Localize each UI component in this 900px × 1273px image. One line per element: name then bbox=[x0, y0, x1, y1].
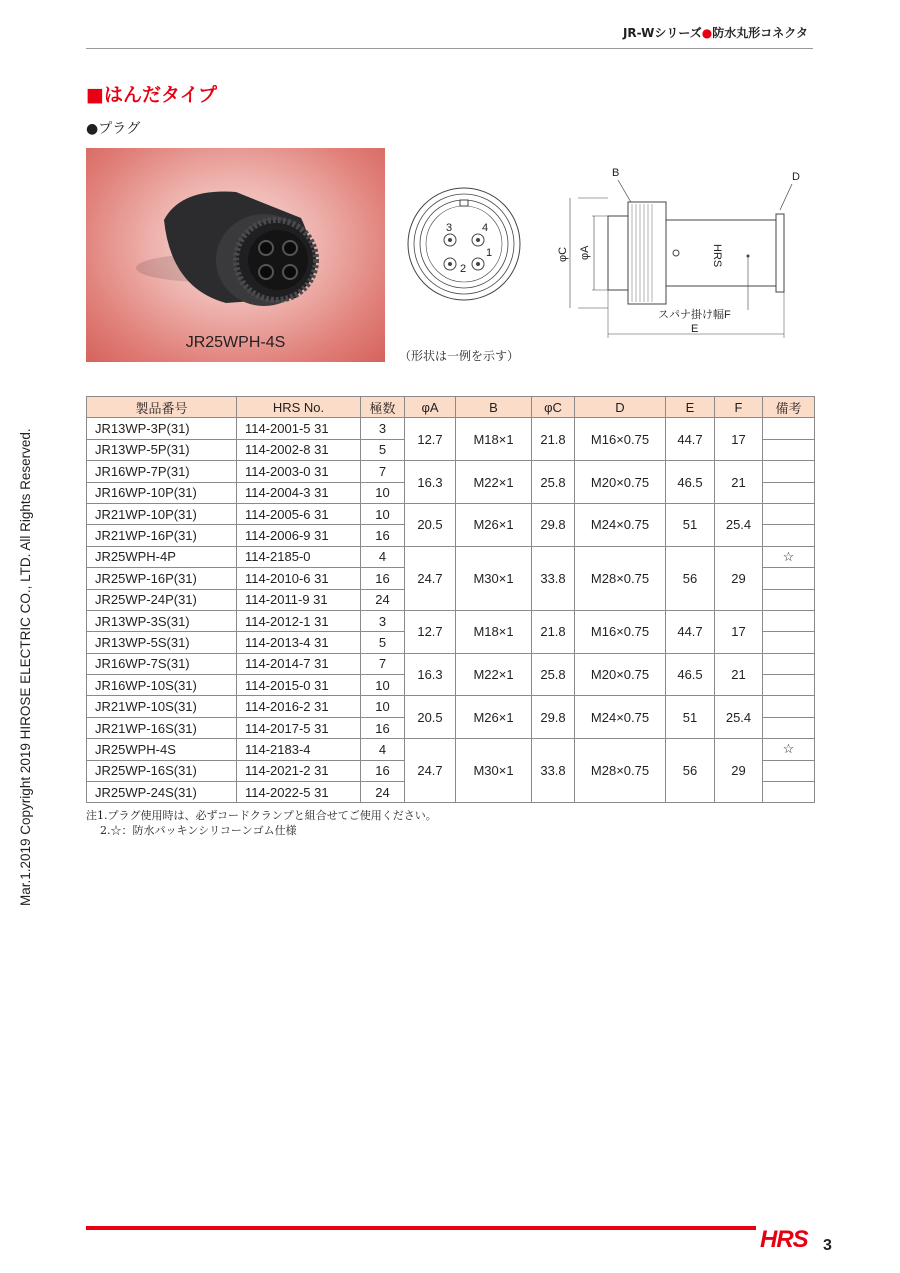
remark bbox=[763, 696, 815, 717]
dim-d: M24×0.75 bbox=[575, 696, 666, 739]
dim-a: 12.7 bbox=[405, 418, 456, 461]
connector-photo-image bbox=[86, 148, 385, 328]
remark bbox=[763, 675, 815, 696]
dim-d: M20×0.75 bbox=[575, 461, 666, 504]
label-phi-a: φA bbox=[579, 245, 591, 260]
dim-b: M30×1 bbox=[456, 546, 532, 610]
part-number: JR25WP-24S(31) bbox=[87, 782, 237, 803]
dim-e: 46.5 bbox=[666, 653, 715, 696]
dim-b: M22×1 bbox=[456, 461, 532, 504]
part-number: JR16WP-7S(31) bbox=[87, 653, 237, 674]
remark: ☆ bbox=[763, 546, 815, 567]
pole-count: 4 bbox=[361, 739, 405, 760]
remark bbox=[763, 632, 815, 653]
pole-count: 7 bbox=[361, 461, 405, 482]
dim-c: 25.8 bbox=[532, 461, 575, 504]
remark bbox=[763, 503, 815, 524]
dim-a: 24.7 bbox=[405, 739, 456, 803]
pin-label-2: 2 bbox=[460, 263, 467, 275]
part-number: JR16WP-10P(31) bbox=[87, 482, 237, 503]
hrs-number: 114-2011-9 31 bbox=[237, 589, 361, 610]
footnote-1: 注1.プラグ使用時は、必ずコードクランプと組合せてご使用ください。 bbox=[86, 809, 437, 822]
part-number: JR21WP-10S(31) bbox=[87, 696, 237, 717]
dim-f: 17 bbox=[715, 610, 763, 653]
dim-f: 29 bbox=[715, 739, 763, 803]
part-number: JR16WP-7P(31) bbox=[87, 461, 237, 482]
shape-note: （形状は一例を示す） bbox=[399, 349, 520, 363]
dim-a: 12.7 bbox=[405, 610, 456, 653]
dim-e: 44.7 bbox=[666, 610, 715, 653]
table-row bbox=[87, 461, 815, 482]
part-number: JR25WPH-4S bbox=[87, 739, 237, 760]
hrs-number: 114-2004-3 31 bbox=[237, 482, 361, 503]
dim-c: 21.8 bbox=[532, 418, 575, 461]
dim-c: 29.8 bbox=[532, 696, 575, 739]
col-header: φA bbox=[405, 397, 456, 418]
label-b: B bbox=[612, 167, 620, 179]
dim-f: 21 bbox=[715, 461, 763, 504]
dim-b: M30×1 bbox=[456, 739, 532, 803]
marking-hrs: HRS bbox=[711, 244, 723, 268]
table-row bbox=[87, 610, 815, 631]
pole-count: 10 bbox=[361, 675, 405, 696]
hrs-number: 114-2001-5 31 bbox=[237, 418, 361, 439]
photo-caption: JR25WPH-4S bbox=[185, 334, 286, 351]
dim-e: 46.5 bbox=[666, 461, 715, 504]
pole-count: 16 bbox=[361, 568, 405, 589]
product-photo bbox=[86, 148, 385, 362]
label-spanner-width: スパナ掛け幅F bbox=[658, 309, 731, 321]
footer-rule bbox=[86, 1226, 756, 1230]
col-header: E bbox=[666, 397, 715, 418]
part-number: JR21WP-16S(31) bbox=[87, 717, 237, 738]
remark bbox=[763, 439, 815, 460]
dim-c: 21.8 bbox=[532, 610, 575, 653]
pole-count: 16 bbox=[361, 525, 405, 546]
dim-c: 25.8 bbox=[532, 653, 575, 696]
part-number: JR21WP-16P(31) bbox=[87, 525, 237, 546]
part-number: JR25WP-16P(31) bbox=[87, 568, 237, 589]
col-header: φC bbox=[532, 397, 575, 418]
side-view-drawing bbox=[548, 160, 798, 345]
dim-f: 25.4 bbox=[715, 503, 763, 546]
hrs-number: 114-2015-0 31 bbox=[237, 675, 361, 696]
dim-c: 29.8 bbox=[532, 503, 575, 546]
series-category: 防水丸形コネクタ bbox=[712, 26, 808, 40]
remark: ☆ bbox=[763, 739, 815, 760]
hrs-number: 114-2003-0 31 bbox=[237, 461, 361, 482]
dim-a: 20.5 bbox=[405, 696, 456, 739]
pole-count: 10 bbox=[361, 503, 405, 524]
dim-f: 29 bbox=[715, 546, 763, 610]
series-header bbox=[623, 24, 808, 41]
col-header: 製品番号 bbox=[87, 397, 237, 418]
dim-c: 33.8 bbox=[532, 546, 575, 610]
label-d: D bbox=[792, 171, 800, 183]
table-row bbox=[87, 418, 815, 439]
dim-b: M26×1 bbox=[456, 503, 532, 546]
pin-label-3: 3 bbox=[446, 222, 453, 234]
dim-b: M26×1 bbox=[456, 696, 532, 739]
front-view-drawing bbox=[402, 182, 527, 307]
dim-f: 17 bbox=[715, 418, 763, 461]
table-row bbox=[87, 696, 815, 717]
dim-f: 25.4 bbox=[715, 696, 763, 739]
hrs-number: 114-2185-0 bbox=[237, 546, 361, 567]
dim-e: 51 bbox=[666, 696, 715, 739]
dim-a: 16.3 bbox=[405, 653, 456, 696]
col-header: B bbox=[456, 397, 532, 418]
page-number: 3 bbox=[823, 1237, 832, 1254]
dim-b: M18×1 bbox=[456, 610, 532, 653]
dim-b: M22×1 bbox=[456, 653, 532, 696]
part-number: JR25WPH-4P bbox=[87, 546, 237, 567]
dim-d: M28×0.75 bbox=[575, 739, 666, 803]
col-header: 極数 bbox=[361, 397, 405, 418]
hrs-logo: HRS bbox=[760, 1226, 808, 1253]
header-divider bbox=[86, 48, 813, 49]
hrs-number: 114-2006-9 31 bbox=[237, 525, 361, 546]
dim-b: M18×1 bbox=[456, 418, 532, 461]
dim-a: 16.3 bbox=[405, 461, 456, 504]
hrs-number: 114-2021-2 31 bbox=[237, 760, 361, 781]
remark bbox=[763, 610, 815, 631]
remark bbox=[763, 461, 815, 482]
dim-f: 21 bbox=[715, 653, 763, 696]
section-title: ■はんだタイプ bbox=[86, 84, 218, 106]
pole-count: 7 bbox=[361, 653, 405, 674]
section-subtitle: ●プラグ bbox=[86, 121, 141, 137]
pole-count: 16 bbox=[361, 717, 405, 738]
remark bbox=[763, 418, 815, 439]
col-header: HRS No. bbox=[237, 397, 361, 418]
part-number: JR13WP-3S(31) bbox=[87, 610, 237, 631]
col-header: 備考 bbox=[763, 397, 815, 418]
hrs-number: 114-2002-8 31 bbox=[237, 439, 361, 460]
remark bbox=[763, 717, 815, 738]
hrs-number: 114-2183-4 bbox=[237, 739, 361, 760]
pin-label-4: 4 bbox=[482, 222, 489, 234]
hrs-number: 114-2022-5 31 bbox=[237, 782, 361, 803]
part-number: JR16WP-10S(31) bbox=[87, 675, 237, 696]
table-row bbox=[87, 503, 815, 524]
col-header: F bbox=[715, 397, 763, 418]
hrs-number: 114-2014-7 31 bbox=[237, 653, 361, 674]
pole-count: 24 bbox=[361, 589, 405, 610]
table-header-row bbox=[87, 397, 815, 418]
pole-count: 3 bbox=[361, 610, 405, 631]
dim-c: 33.8 bbox=[532, 739, 575, 803]
part-number: JR21WP-10P(31) bbox=[87, 503, 237, 524]
footnotes bbox=[86, 808, 437, 838]
dim-d: M28×0.75 bbox=[575, 546, 666, 610]
part-number: JR25WP-16S(31) bbox=[87, 760, 237, 781]
pin-label-1: 1 bbox=[486, 247, 493, 259]
remark bbox=[763, 525, 815, 546]
dim-d: M20×0.75 bbox=[575, 653, 666, 696]
table-row bbox=[87, 653, 815, 674]
pole-count: 10 bbox=[361, 482, 405, 503]
label-phi-c: φC bbox=[557, 246, 569, 262]
pole-count: 3 bbox=[361, 418, 405, 439]
pole-count: 16 bbox=[361, 760, 405, 781]
spec-table bbox=[86, 396, 815, 803]
series-bullet: ● bbox=[701, 26, 713, 40]
remark bbox=[763, 482, 815, 503]
dim-d: M16×0.75 bbox=[575, 610, 666, 653]
pole-count: 5 bbox=[361, 632, 405, 653]
hrs-number: 114-2005-6 31 bbox=[237, 503, 361, 524]
dim-e: 56 bbox=[666, 739, 715, 803]
remark bbox=[763, 782, 815, 803]
dim-d: M24×0.75 bbox=[575, 503, 666, 546]
pole-count: 10 bbox=[361, 696, 405, 717]
dim-d: M16×0.75 bbox=[575, 418, 666, 461]
pole-count: 5 bbox=[361, 439, 405, 460]
hrs-number: 114-2010-6 31 bbox=[237, 568, 361, 589]
dim-e: 56 bbox=[666, 546, 715, 610]
dim-e: 51 bbox=[666, 503, 715, 546]
dim-e: 44.7 bbox=[666, 418, 715, 461]
part-number: JR13WP-5S(31) bbox=[87, 632, 237, 653]
remark bbox=[763, 589, 815, 610]
dim-a: 24.7 bbox=[405, 546, 456, 610]
series-name: JR-Wシリーズ bbox=[622, 26, 702, 40]
pole-count: 4 bbox=[361, 546, 405, 567]
hrs-number: 114-2017-5 31 bbox=[237, 717, 361, 738]
part-number: JR25WP-24P(31) bbox=[87, 589, 237, 610]
table-row bbox=[87, 546, 815, 567]
remark bbox=[763, 653, 815, 674]
part-number: JR13WP-3P(31) bbox=[87, 418, 237, 439]
dim-a: 20.5 bbox=[405, 503, 456, 546]
hrs-number: 114-2016-2 31 bbox=[237, 696, 361, 717]
remark bbox=[763, 568, 815, 589]
part-number: JR13WP-5P(31) bbox=[87, 439, 237, 460]
remark bbox=[763, 760, 815, 781]
col-header: D bbox=[575, 397, 666, 418]
table-row bbox=[87, 739, 815, 760]
hrs-number: 114-2013-4 31 bbox=[237, 632, 361, 653]
label-e: E bbox=[691, 323, 699, 335]
footnote-2: 2.☆：防水パッキンシリコーンゴム仕様 bbox=[100, 824, 297, 837]
copyright-notice: Mar.1.2019 Copyright 2019 HIROSE ELECTRIC CO., LTD. All Rights Reserved. bbox=[18, 428, 33, 906]
pole-count: 24 bbox=[361, 782, 405, 803]
hrs-number: 114-2012-1 31 bbox=[237, 610, 361, 631]
